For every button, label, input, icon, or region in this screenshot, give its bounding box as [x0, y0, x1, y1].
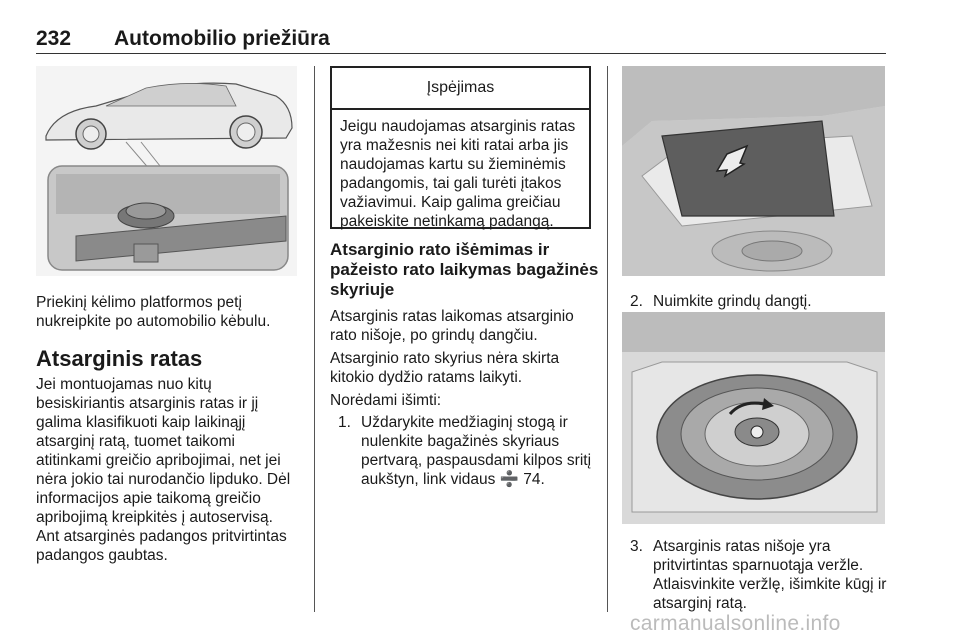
heading-line: Atsarginio rato išėmimas ir — [330, 240, 550, 259]
spare-wheel-illustration — [622, 312, 885, 524]
step-number: 3. — [630, 538, 643, 555]
spare-wheel-paragraph — [36, 375, 290, 527]
text-line: Jeigu naudojamas atsarginis ratas — [340, 118, 576, 135]
section-heading-removal — [330, 240, 598, 300]
caption-line: nukreipkite po automobilio kėbulu. — [36, 313, 271, 330]
text-line: Uždarykite medžiaginį stogą ir — [361, 414, 568, 431]
text-line: pritvirtintas sparnuotąja veržle. — [653, 557, 864, 574]
text-line: rato nišoje, po grindų dangčiu. — [330, 327, 538, 344]
page-header — [36, 27, 886, 54]
text-line: Ant atsarginės padangos pritvirtintas — [36, 528, 287, 545]
step-text: Nuimkite grindų dangtį. — [653, 293, 812, 310]
text-line: apribojimą kreipkitės į autoservisą. — [36, 509, 273, 526]
text-line: Atsarginis ratas nišoje yra — [653, 538, 831, 555]
text-line: nulenkite bagažinės skyriaus — [361, 433, 560, 450]
caption-line: Priekinį kėlimo platformos petį — [36, 294, 242, 311]
text-line: Atlaisvinkite veržlę, išimkite kūgį ir — [653, 576, 887, 593]
storage-paragraph — [330, 307, 574, 345]
text-line: atsarginį ratą, tuomet taikomi — [36, 433, 236, 450]
text-line: atsarginį ratą. — [653, 595, 747, 612]
text-line: nėra jokio tai nurodančio lipduko. Dėl — [36, 471, 291, 488]
column-divider-1 — [314, 66, 315, 612]
text-line: padangomis, tai gali turėti įtakos — [340, 175, 562, 192]
section-heading-spare-wheel: Atsarginis ratas — [36, 346, 203, 371]
text-line: Atsarginio rato skyrius nėra skirta — [330, 350, 560, 367]
text-line: Atsarginis ratas laikomas atsarginio — [330, 308, 574, 325]
text-line: naudojamas kartu su žieminėmis — [340, 156, 566, 173]
column-divider-2 — [607, 66, 608, 612]
tyre-cover-paragraph — [36, 527, 287, 565]
text-line: besiskiriantis atsarginis ratas ir jį — [36, 395, 259, 412]
step-number: 2. — [630, 293, 643, 310]
step-2 — [630, 292, 890, 312]
floor-cover-illustration — [622, 66, 885, 276]
watermark: carmanualsonline.info — [630, 612, 841, 635]
step-number: 1. — [338, 414, 351, 431]
step-text — [653, 537, 886, 613]
compartment-paragraph — [330, 349, 559, 387]
text-line: pakeiskite netinkamą padangą. — [340, 213, 554, 230]
lift-platform-illustration — [36, 66, 297, 276]
warning-title: Įspėjimas — [332, 68, 589, 110]
text-line: važiavimui. Kaip galima greičiau — [340, 194, 561, 211]
step-1 — [338, 413, 600, 493]
text-line: padangos gaubtas. — [36, 547, 168, 564]
to-remove-paragraph: Norėdami išimti: — [330, 392, 442, 409]
text-line: atitinkami greičio apribojimai, net jei — [36, 452, 281, 469]
text-line: informacijos apie taikomą greičio — [36, 490, 261, 507]
heading-line: pažeisto rato laikymas bagažinės — [330, 260, 599, 279]
step-text — [361, 413, 591, 489]
page-title: Automobilio priežiūra — [114, 27, 330, 50]
page-reference-link[interactable]: aukštyn, link vidaus ➗ 74. — [361, 471, 545, 488]
caption-lift-platform — [36, 293, 270, 331]
warning-body — [332, 110, 589, 238]
heading-line: skyriuje — [330, 280, 395, 299]
text-line: kitokio dydžio ratams laikyti. — [330, 369, 523, 386]
text-line: galima klasifikuoti kaip laikinąjį — [36, 414, 246, 431]
text-line: pertvarą, paspausdami kilpos sritį — [361, 452, 592, 469]
step-3 — [630, 537, 892, 617]
text-line: yra mažesnis nei kiti ratai arba jis — [340, 137, 569, 154]
text-line: Jei montuojamas nuo kitų — [36, 376, 212, 393]
page-number: 232 — [36, 27, 72, 50]
warning-box — [330, 66, 591, 229]
